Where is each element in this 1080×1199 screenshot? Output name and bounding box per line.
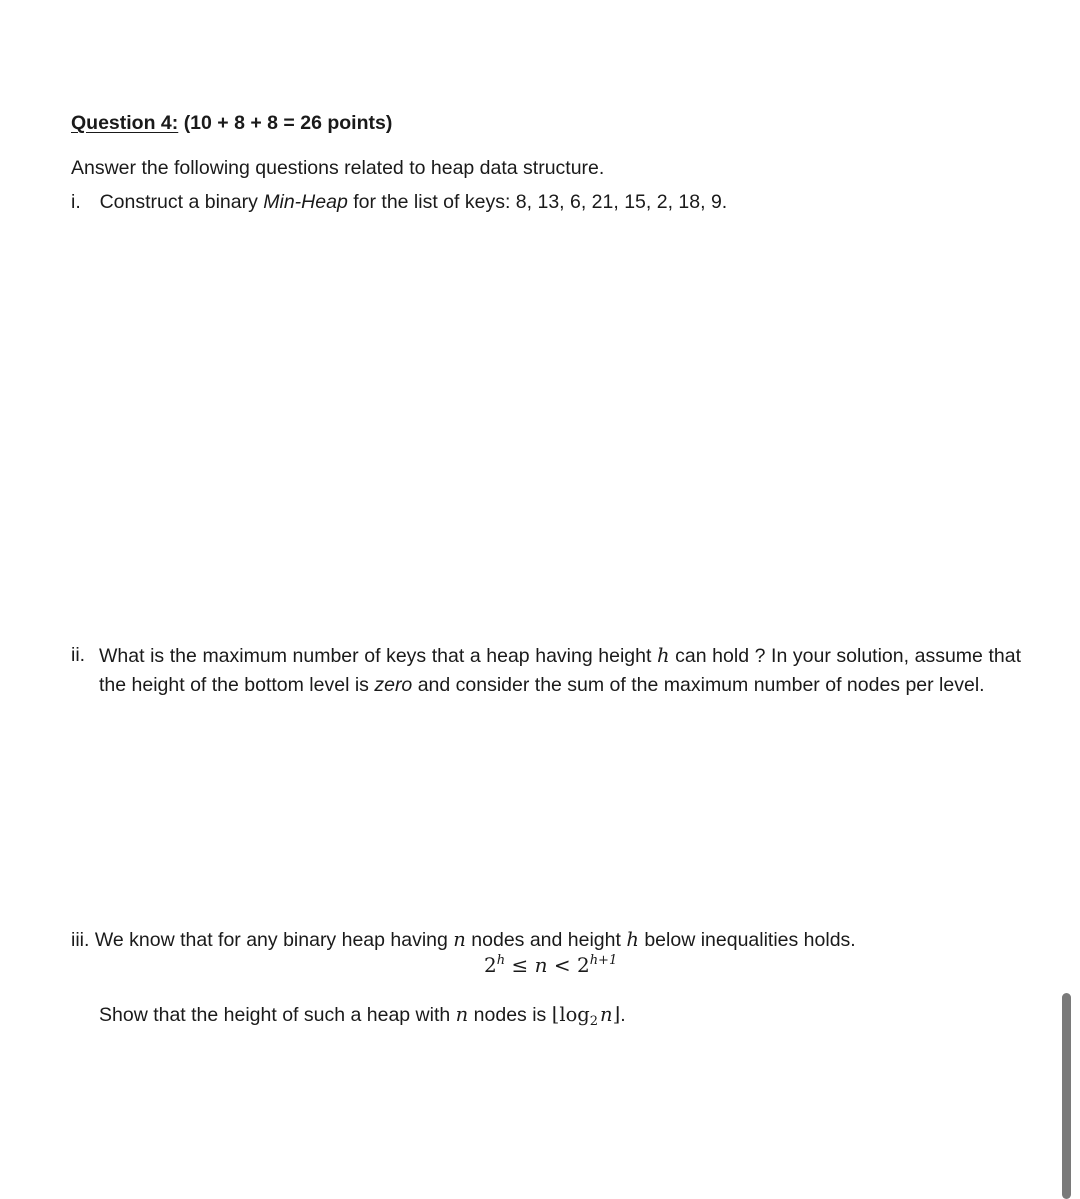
part-ii-emphasis: zero: [374, 674, 413, 696]
question-title: [71, 112, 392, 135]
part-iii: iii. We know that for any binary heap having n nodes and height h below inequalities holds.: [71, 928, 856, 951]
floor-expression: $⌊\log_2$ n⌋: [551, 1003, 621, 1029]
part-i-emphasis: Min-Heap: [263, 191, 348, 213]
question-points: (10 + 8 + 8 = 26 points): [183, 112, 393, 134]
inequality: $2^h \le n < 2^{h+1}$: [484, 953, 618, 977]
part-iii-show: Show that the height of such a heap with n nodes is $⌊\log_2$ n⌋.: [99, 1003, 626, 1029]
scrollbar-thumb[interactable]: [1062, 993, 1071, 1199]
part-iii-number: iii.: [71, 929, 90, 951]
question-intro: Answer the following questions related to heap data structure.: [71, 157, 605, 179]
var-h: h: [657, 644, 670, 667]
part-i: i. Construct a binary Min-Heap for the list of keys: 8, 13, 6, 21, 15, 2, 18, 9.: [71, 191, 728, 213]
part-ii-number: ii.: [71, 644, 86, 666]
part-i-number: i.: [71, 191, 81, 213]
var-h: h: [626, 928, 639, 951]
question-label: Question 4:: [71, 112, 179, 134]
part-ii: What is the maximum number of keys that a heap having height h can hold ? In your solution, assume that the height of the bottom level is zero and consider the sum of the maximum number of nodes per level.: [99, 644, 1022, 696]
var-n: n: [453, 928, 466, 951]
var-n: n: [455, 1003, 469, 1026]
